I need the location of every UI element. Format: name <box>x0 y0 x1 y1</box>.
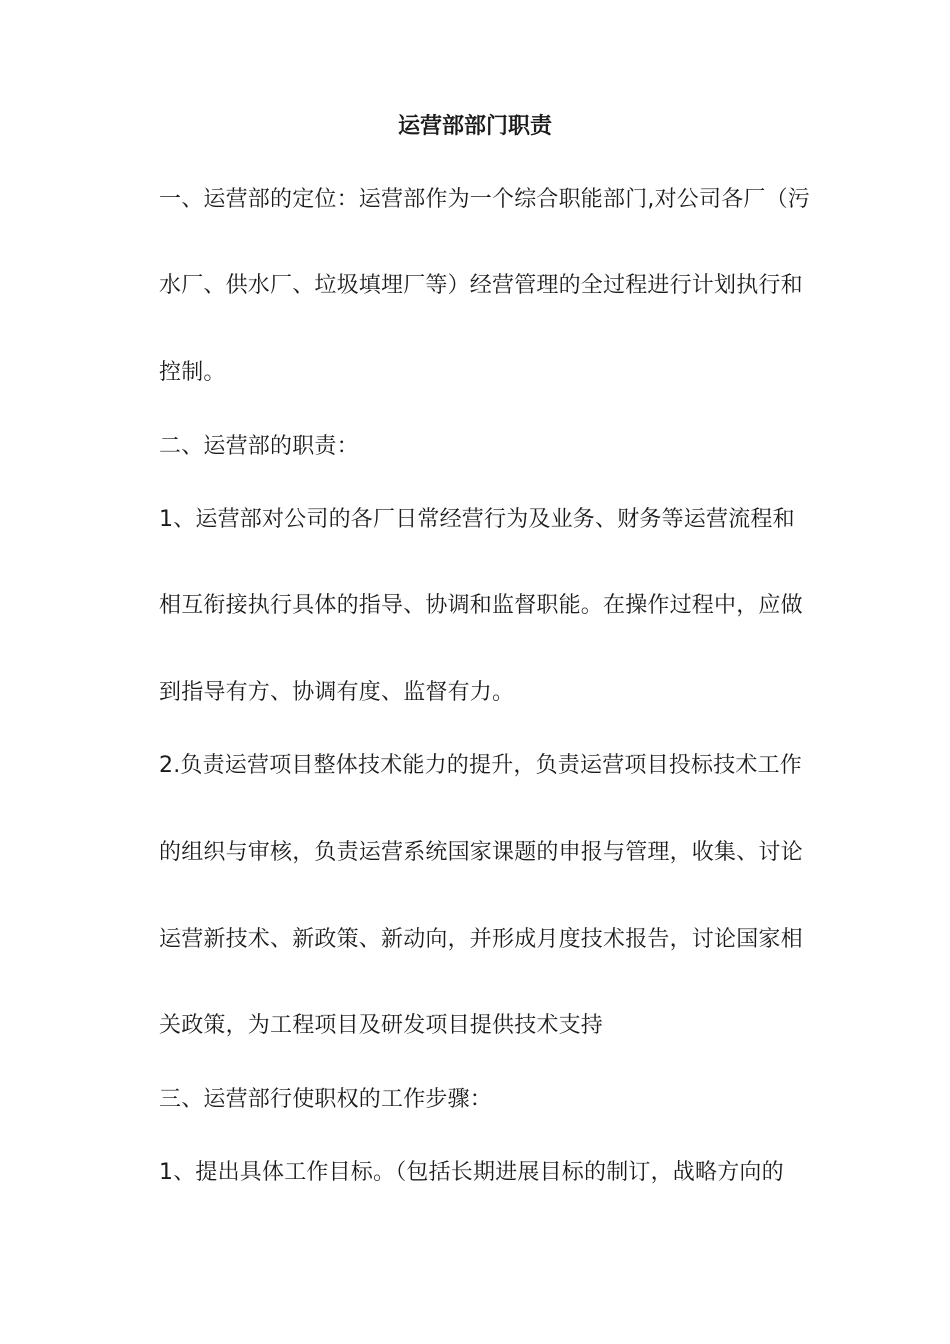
text-line-positioning-2: 水厂、供水厂、垃圾填埋厂等）经营管理的全过程进行计划执行和 <box>159 273 803 298</box>
text-line-duty2-4: 关政策，为工程项目及研发项目提供技术支持 <box>159 1013 604 1038</box>
text-line-duty2-2: 的组织与审核，负责运营系统国家课题的申报与管理，收集、讨论 <box>159 840 803 865</box>
section-heading-duties: 二、运营部的职责： <box>159 434 359 459</box>
section-heading-steps: 三、运营部行使职权的工作步骤： <box>159 1087 493 1112</box>
text-line-duty1-3: 到指导有方、协调有度、监督有力。 <box>159 680 515 705</box>
text-line-duty1-2: 相互衔接执行具体的指导、协调和监督职能。在操作过程中，应做 <box>159 593 803 618</box>
text-line-positioning-3: 控制。 <box>159 360 226 385</box>
text-line-positioning-1: 一、运营部的定位：运营部作为一个综合职能部门,对公司各厂（污 <box>159 187 810 212</box>
text-line-duty2-3: 运营新技术、新政策、新动向，并形成月度技术报告，讨论国家相 <box>159 927 803 952</box>
text-line-step1-1: 1、提出具体工作目标。（包括长期进展目标的制订，战略方向的 <box>159 1160 784 1185</box>
text-line-duty2-1: 2.负责运营项目整体技术能力的提升，负责运营项目投标技术工作 <box>159 753 802 778</box>
document-title: 运营部部门职责 <box>397 114 552 139</box>
text-line-duty1-1: 1、运营部对公司的各厂日常经营行为及业务、财务等运营流程和 <box>159 507 795 532</box>
